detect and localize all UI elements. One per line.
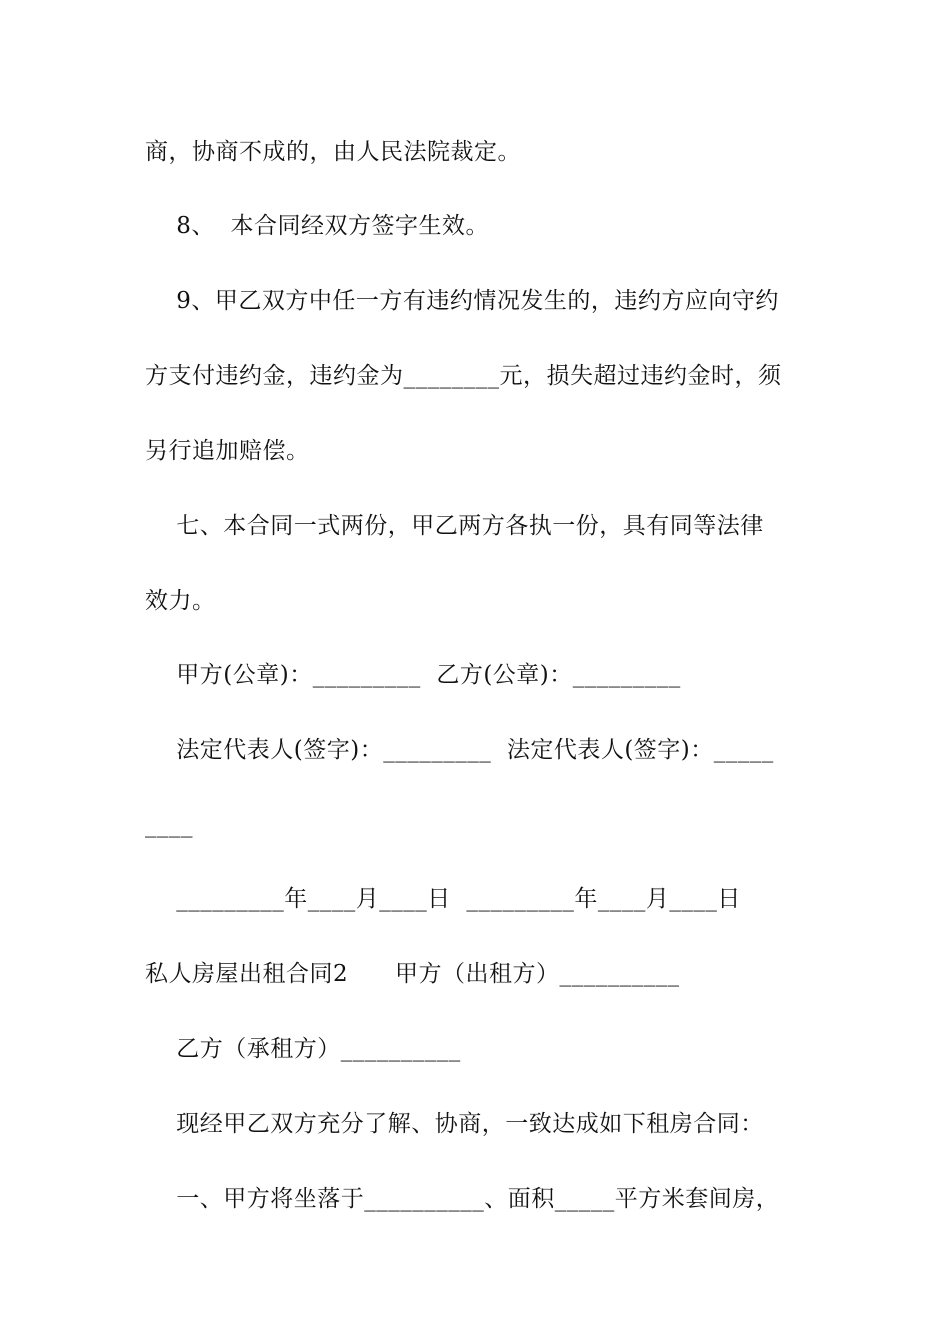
paragraph-line-6: 七、本合同一式两份，甲乙两方各执一份，具有同等法律 — [145, 513, 764, 539]
tenant-line: 乙方（承租方）__________ — [145, 1036, 461, 1062]
date-line: _________年____月____日 _________年____月____日 — [145, 886, 741, 912]
paragraph-line-3: 9、甲乙双方中任一方有违约情况发生的，违约方应向守约 — [145, 288, 779, 314]
signature-line-party: 甲方(公章)：_________ 乙方(公章)：_________ — [145, 662, 681, 688]
paragraph-line-5: 另行追加赔偿。 — [145, 438, 310, 464]
clause-one-line: 一、甲方将坐落于__________、面积_____平方米套间房， — [145, 1186, 780, 1212]
paragraph-line-4: 方支付违约金，违约金为________元，损失超过违约金时，须 — [145, 363, 782, 389]
paragraph-line-7: 效力。 — [145, 588, 216, 614]
signature-line-continuation: ____ — [145, 812, 193, 838]
signature-line-representative: 法定代表人(签字)：_________ 法定代表人(签字)：_____ — [145, 737, 774, 763]
agreement-intro-line: 现经甲乙双方充分了解、协商，一致达成如下租房合同： — [145, 1111, 764, 1137]
paragraph-line-2: 8、 本合同经双方签字生效。 — [145, 213, 489, 239]
contract-title-line: 私人房屋出租合同2 甲方（出租方）__________ — [145, 961, 680, 987]
paragraph-line-1: 商，协商不成的，由人民法院裁定。 — [145, 139, 521, 165]
